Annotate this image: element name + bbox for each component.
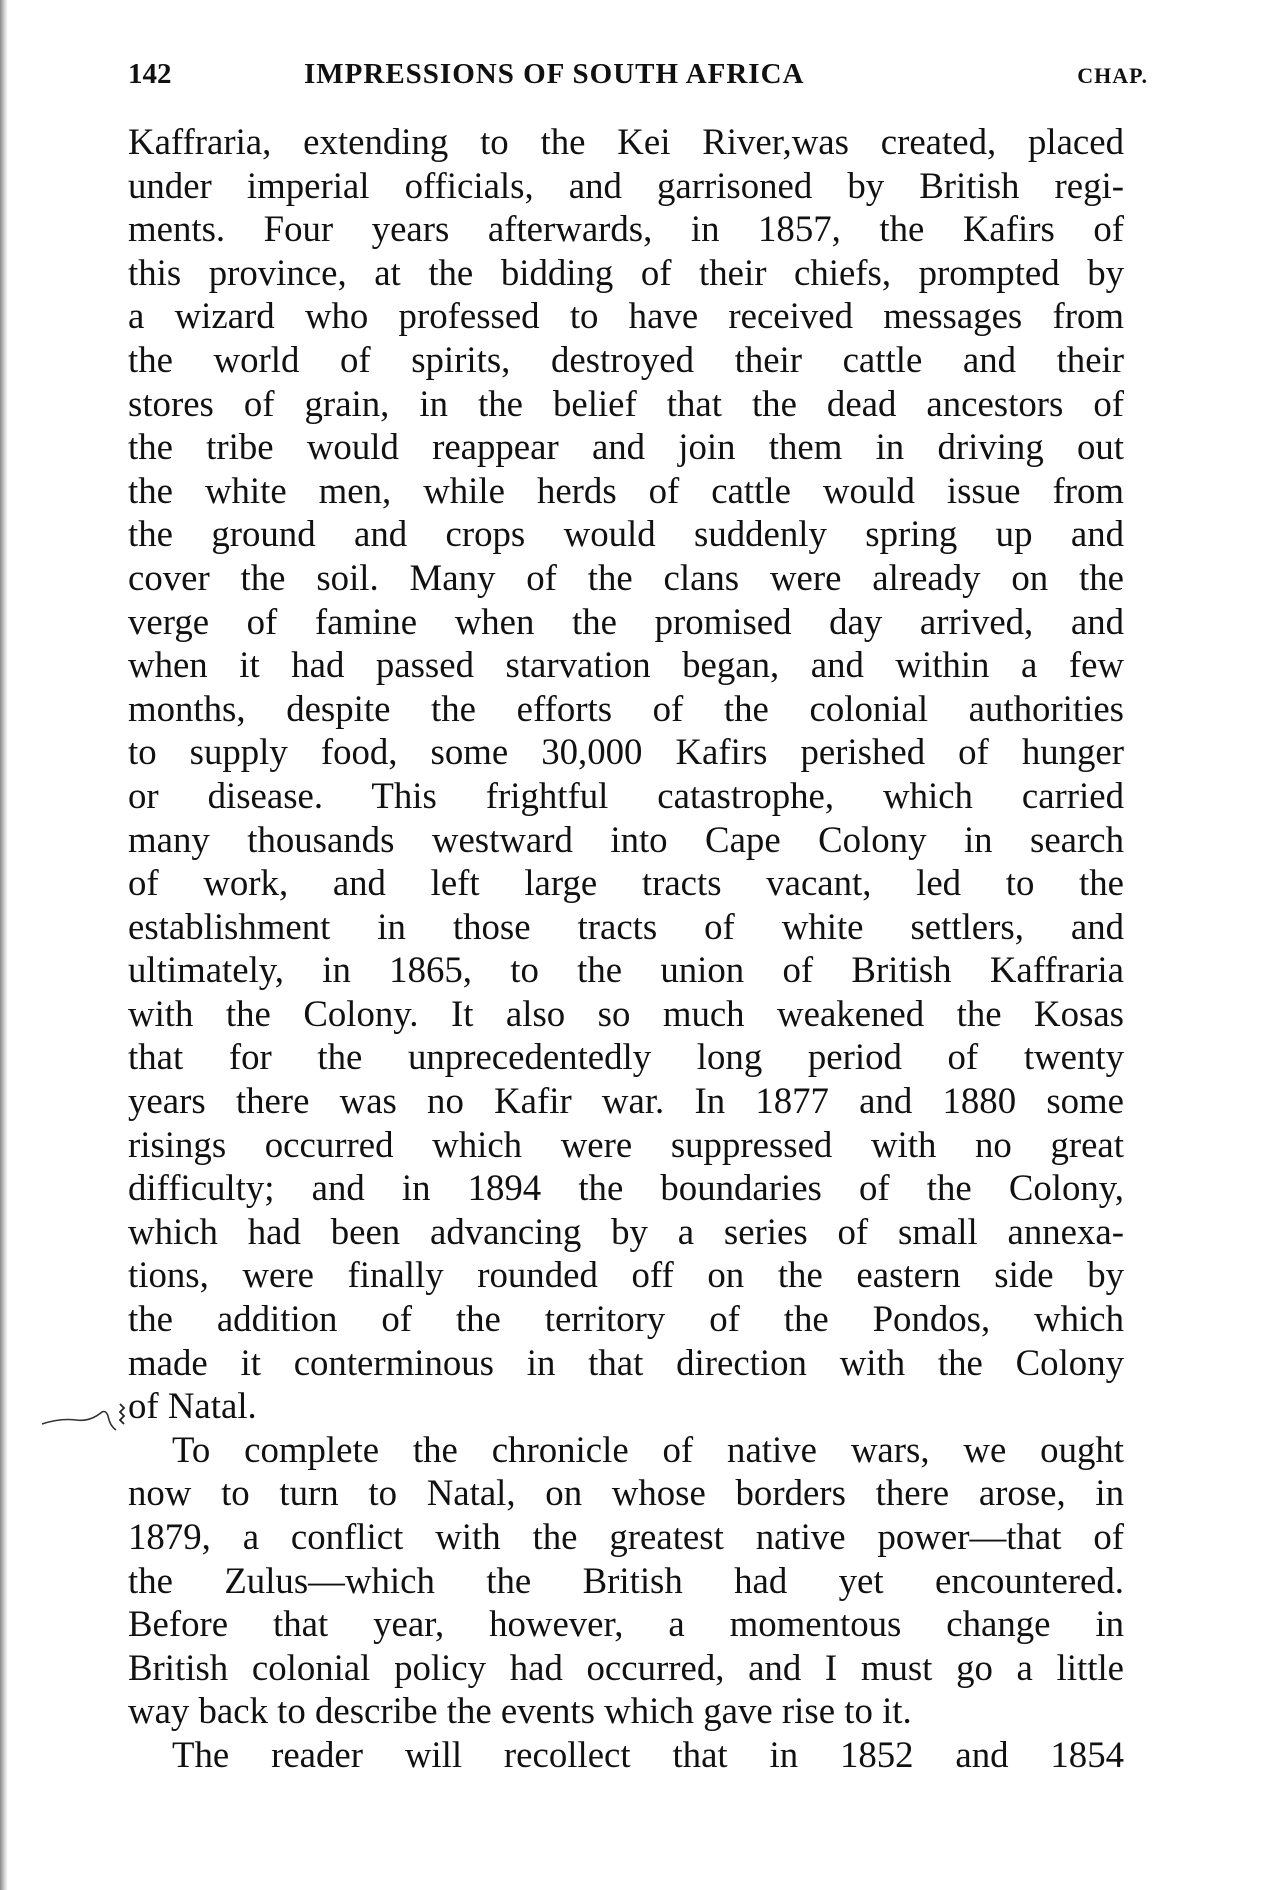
text-line: verge of famine when the promised day arrived, and <box>128 600 1124 642</box>
text-line: Before that year, however, a momentous change in <box>128 1603 1124 1645</box>
text-line: a wizard who professed to have received messages from <box>128 295 1124 337</box>
text-line: 1879, a conflict with the greatest native power—that of <box>128 1516 1124 1557</box>
paragraph-start-line: To complete the chronicle of native wars, we ought <box>172 1428 1124 1470</box>
chapter-label: CHAP. <box>1077 63 1148 88</box>
text-line: with the Colony. It also so much weakened the Kosas <box>128 992 1124 1034</box>
text-line: stores of grain, in the belief that the dead ancestors of <box>128 382 1124 424</box>
text-line: many thousands westward into Cape Colony in search <box>128 818 1124 860</box>
text-line: the white men, while herds of cattle would issue from <box>128 469 1124 511</box>
page-number: 142 <box>128 58 172 90</box>
page-edge-shadow <box>0 0 8 1890</box>
text-line: to supply food, some 30,000 Kafirs perished of hunger <box>128 731 1124 773</box>
text-line: made it conterminous in that direction with the Colony <box>128 1341 1124 1383</box>
text-line: the world of spirits, destroyed their cattle and their <box>128 338 1124 380</box>
text-line: risings occurred which were suppressed with no great <box>128 1123 1124 1165</box>
text-line: the addition of the territory of the Pondos, which <box>128 1298 1124 1340</box>
text-line: cover the soil. Many of the clans were already on the <box>128 556 1124 598</box>
text-line: that for the unprecedentedly long period of twenty <box>128 1036 1124 1078</box>
text-line: ultimately, in 1865, to the union of British Kaffraria <box>128 949 1124 991</box>
text-line: under imperial officials, and garrisoned by British regi- <box>128 164 1124 206</box>
text-line: months, despite the efforts of the colonial authorities <box>128 687 1124 729</box>
text-line: or disease. This frightful catastrophe, which carried <box>128 774 1124 816</box>
text-line: British colonial policy had occurred, and I must go a little <box>128 1646 1124 1688</box>
text-line: Kaffraria, extending to the Kei River,was created, placed <box>128 121 1124 162</box>
text-line: when it had passed starvation began, and within a few <box>128 644 1124 686</box>
paragraph-start-line: The reader will recollect that in 1852 and 1854 <box>172 1733 1124 1775</box>
text-line: tions, were finally rounded off on the eastern side by <box>128 1254 1124 1296</box>
text-line: the tribe would reappear and join them in driving out <box>128 426 1124 468</box>
text-line: this province, at the bidding of their chiefs, prompted by <box>128 251 1124 293</box>
text-line: ments. Four years afterwards, in 1857, the Kafirs of <box>128 208 1124 250</box>
body-text <box>128 120 1124 1777</box>
paragraph-end-line: way back to describe the events which gave rise to it. <box>128 1690 912 1732</box>
text-line: the Zulus—which the British had yet encountered. <box>128 1559 1124 1601</box>
text-line: years there was no Kafir war. In 1877 and 1880 some <box>128 1080 1124 1122</box>
text-line: of work, and left large tracts vacant, led to the <box>128 862 1124 904</box>
text-line: now to turn to Natal, on whose borders there arose, in <box>128 1472 1124 1514</box>
text-line: which had been advancing by a series of small annexa- <box>128 1210 1124 1252</box>
text-line: the ground and crops would suddenly spring up and <box>128 513 1124 555</box>
paragraph-end-line: of Natal. <box>128 1385 257 1427</box>
handwritten-margin-mark-icon <box>40 1398 132 1438</box>
text-line: establishment in those tracts of white settlers, and <box>128 905 1124 947</box>
text-line: difficulty; and in 1894 the boundaries of the Colony, <box>128 1167 1124 1209</box>
running-header <box>128 58 1148 98</box>
running-title: IMPRESSIONS OF SOUTH AFRICA <box>304 58 805 90</box>
